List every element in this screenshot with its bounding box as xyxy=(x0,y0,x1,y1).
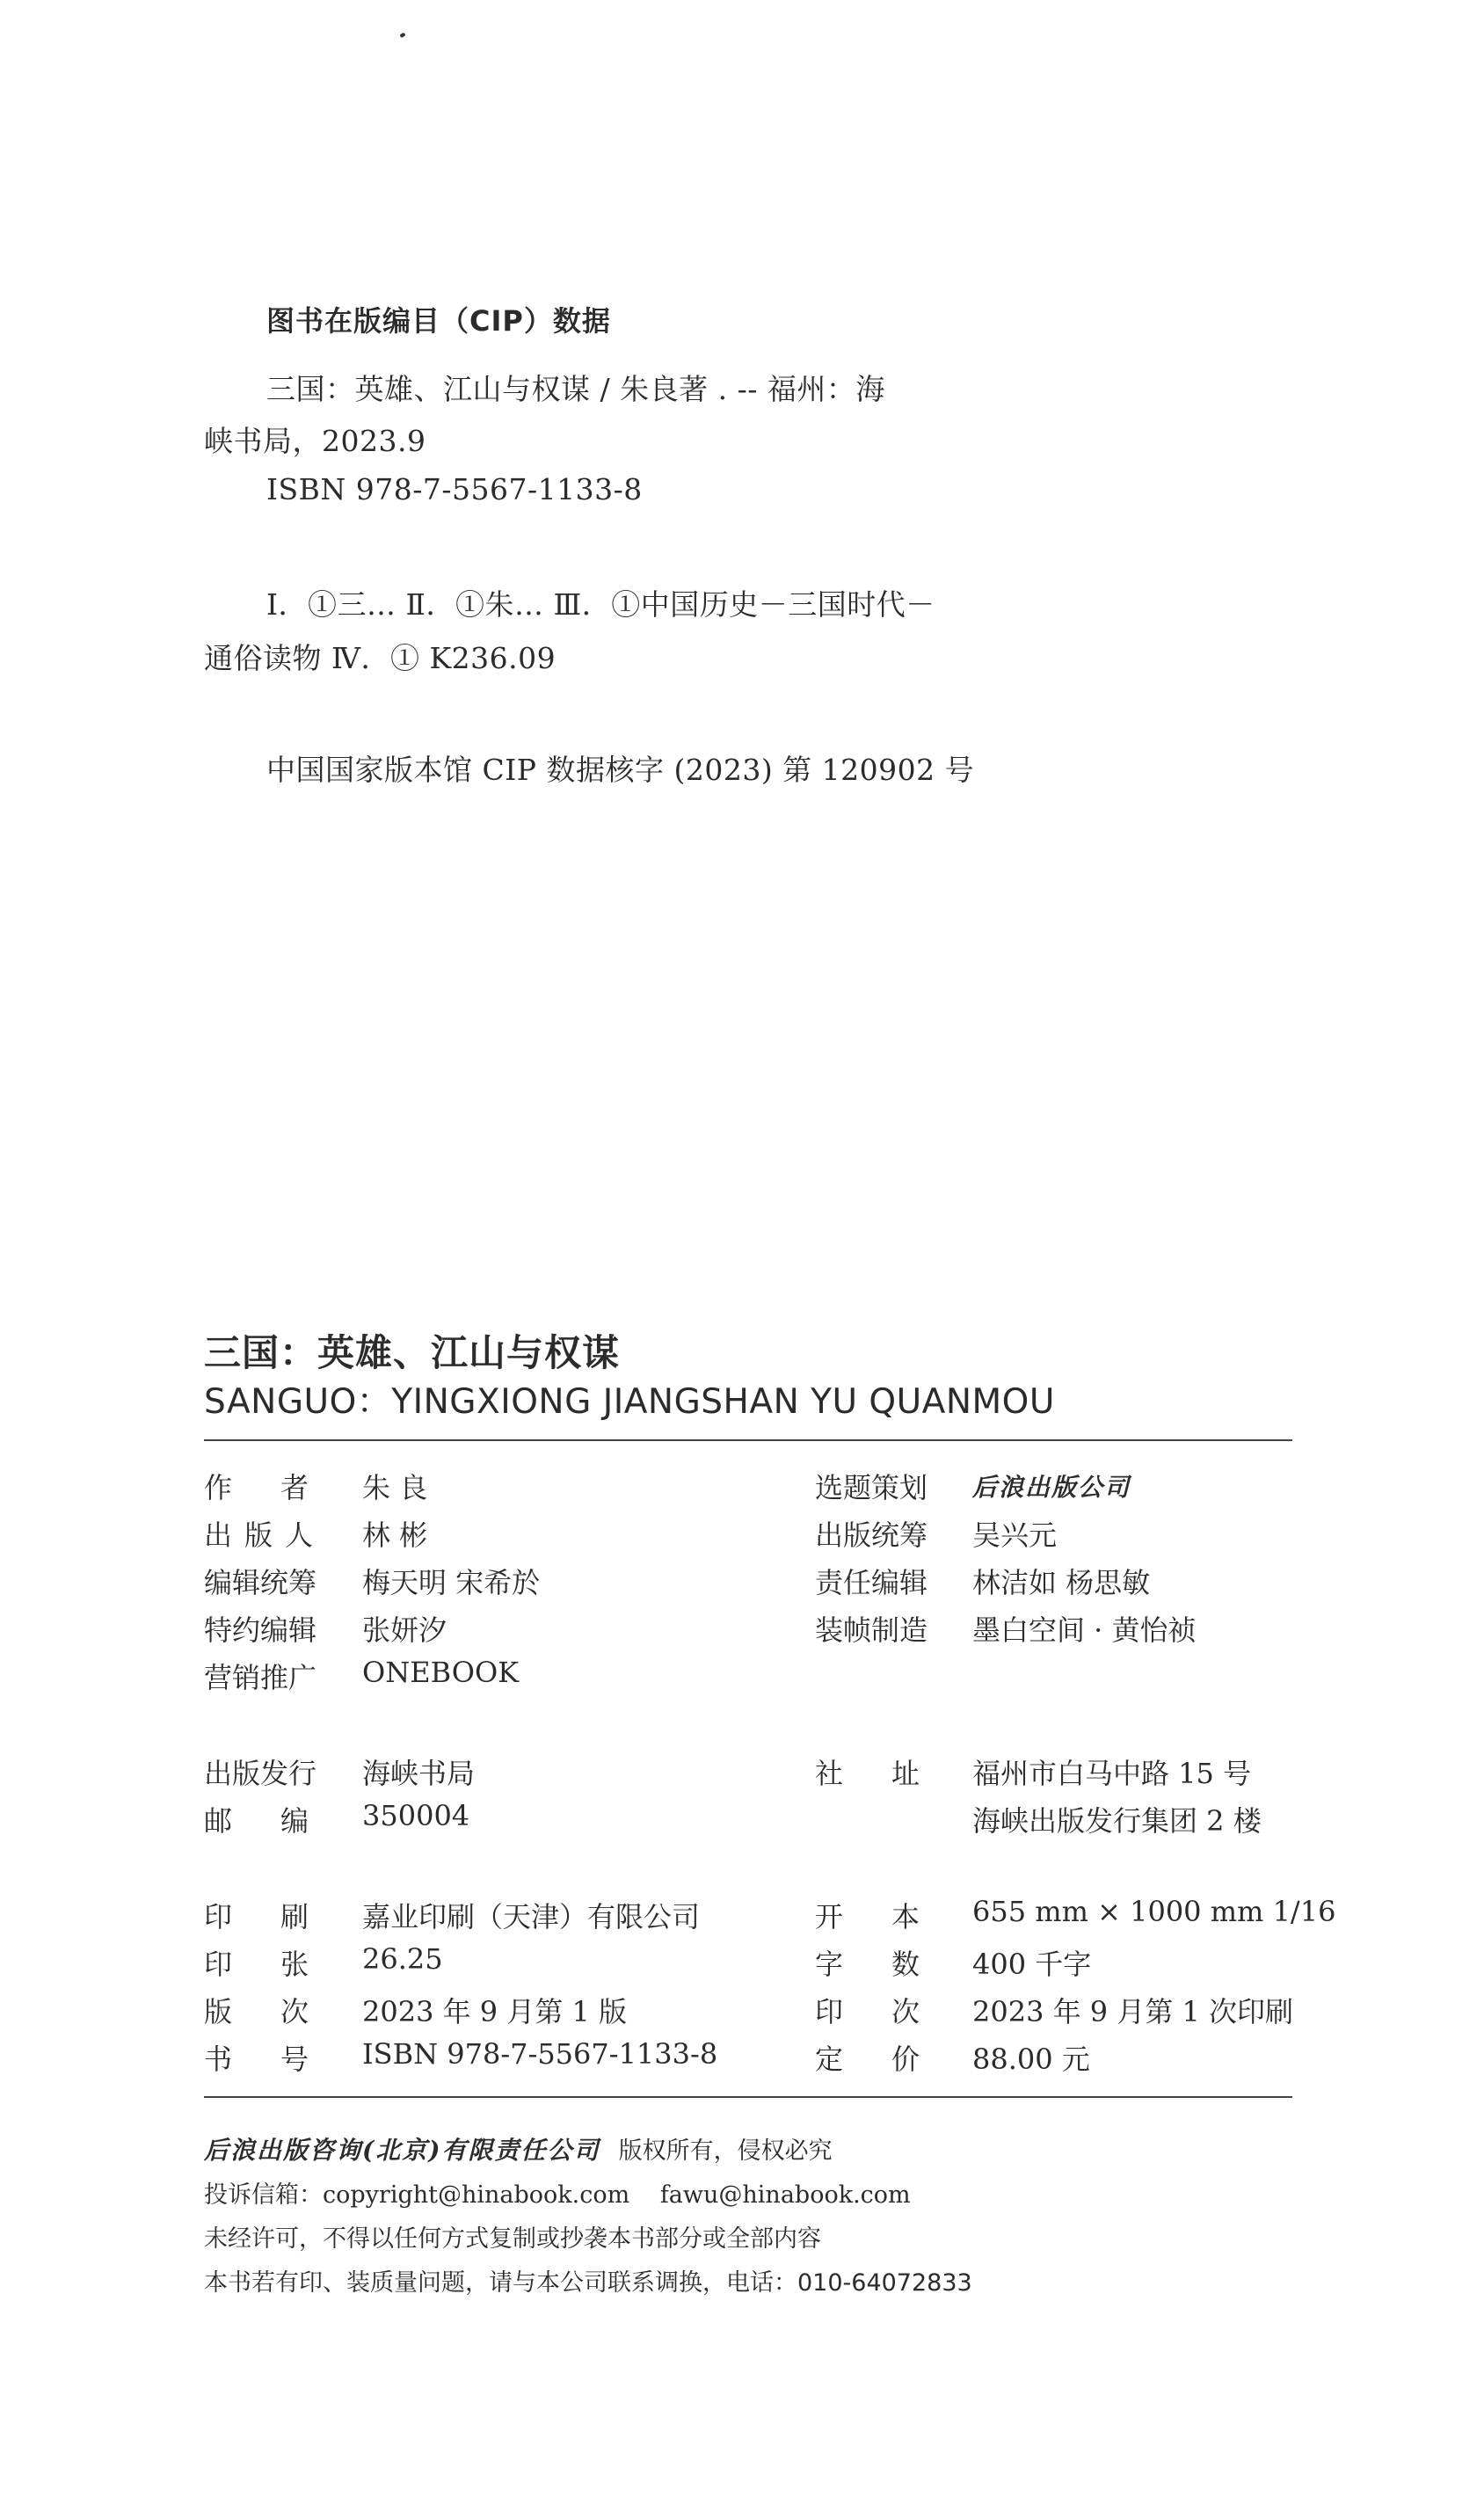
price-value: 88.00 元 xyxy=(972,2043,1090,2076)
top-divider xyxy=(204,1439,1292,1441)
edition-label: 版次 xyxy=(204,1995,358,2028)
isbn-value: ISBN 978-7-5567-1133-8 xyxy=(362,2037,718,2071)
impression-label: 印次 xyxy=(815,1995,969,2028)
planning-value: 后浪出版公司 xyxy=(972,1473,1131,1502)
editorial-coordinator-label: 编辑统筹 xyxy=(204,1566,317,1599)
design-production-label: 装帧制造 xyxy=(815,1613,928,1647)
postcode-label: 邮编 xyxy=(204,1804,358,1838)
cip-title: 图书在版编目（CIP）数据 xyxy=(266,304,611,338)
author-value: 朱 良 xyxy=(362,1471,428,1504)
impression-value: 2023 年 9 月第 1 次印刷 xyxy=(972,1995,1294,2028)
editorial-coordinator-value: 梅天明 宋希於 xyxy=(362,1566,541,1599)
cip-verification: 中国国家版本馆 CIP 数据核字 (2023) 第 120902 号 xyxy=(266,753,975,787)
publishing-coordinator-value: 吴兴元 xyxy=(972,1518,1058,1552)
copyright-email: copyright@hinabook.com xyxy=(323,2181,630,2209)
responsible-editor-value: 林洁如 杨思敏 xyxy=(972,1566,1151,1599)
postcode-value: 350004 xyxy=(362,1799,470,1832)
rights-notice-row xyxy=(204,2131,833,2166)
marketing-value: ONEBOOK xyxy=(362,1656,520,1689)
no-copy-notice: 未经许可，不得以任何方式复制或抄袭本书部分或全部内容 xyxy=(204,2225,821,2253)
author-label: 作者 xyxy=(204,1471,358,1504)
cip-isbn: ISBN 978-7-5567-1133-8 xyxy=(266,472,643,506)
cip-line-2: 峡书局，2023.9 xyxy=(204,424,426,458)
contract-editor-label: 特约编辑 xyxy=(204,1613,317,1647)
paper-speck xyxy=(399,33,405,38)
sheets-value: 26.25 xyxy=(362,1942,443,1976)
format-label: 开本 xyxy=(815,1900,969,1933)
address-label: 社址 xyxy=(815,1757,969,1790)
rights-reserved: 版权所有，侵权必究 xyxy=(618,2137,833,2165)
printer-value: 嘉业印刷（天津）有限公司 xyxy=(362,1900,701,1933)
planning-label: 选题策划 xyxy=(815,1471,928,1504)
complaint-email-row xyxy=(204,2175,911,2210)
printer-label: 印刷 xyxy=(204,1900,358,1933)
book-title-chinese: 三国：英雄、江山与权谋 xyxy=(204,1331,621,1374)
price-label: 定价 xyxy=(815,2043,969,2076)
book-title-pinyin: SANGUO：YINGXIONG JIANGSHAN YU QUANMOU xyxy=(204,1382,1055,1422)
word-count-value: 400 千字 xyxy=(972,1948,1092,1981)
cip-classification-2: 通俗读物 Ⅳ．① K236.09 xyxy=(204,641,556,675)
cip-line-1: 三国：英雄、江山与权谋 / 朱良著 . -- 福州：海 xyxy=(266,372,885,406)
marketing-label: 营销推广 xyxy=(204,1661,317,1694)
legal-email: fawu@hinabook.com xyxy=(659,2181,911,2209)
address-line-2: 海峡出版发行集团 2 楼 xyxy=(972,1804,1262,1838)
address-line-1: 福州市白马中路 15 号 xyxy=(972,1757,1252,1790)
quality-notice: 本书若有印、装质量问题，请与本公司联系调换，电话：010-64072833 xyxy=(204,2269,972,2297)
cip-classification-1: Ⅰ．①三… Ⅱ．①朱… Ⅲ．①中国历史－三国时代－ xyxy=(266,587,935,622)
publisher-person-label: 出版人 xyxy=(204,1518,326,1552)
design-production-value: 墨白空间 · 黄怡祯 xyxy=(972,1613,1197,1647)
isbn-label: 书号 xyxy=(204,2043,358,2076)
responsible-editor-label: 责任编辑 xyxy=(815,1566,928,1599)
company-name: 后浪出版咨询(北京)有限责任公司 xyxy=(204,2136,600,2165)
publishing-coordinator-label: 出版统筹 xyxy=(815,1518,928,1552)
format-value: 655 mm × 1000 mm 1/16 xyxy=(972,1895,1336,1928)
contract-editor-value: 张妍汐 xyxy=(362,1613,447,1647)
complaint-label: 投诉信箱： xyxy=(204,2181,323,2209)
publisher-value: 海峡书局 xyxy=(362,1757,476,1790)
sheets-label: 印张 xyxy=(204,1948,358,1981)
bottom-divider xyxy=(204,2096,1292,2098)
publisher-person-value: 林 彬 xyxy=(362,1518,428,1552)
edition-value: 2023 年 9 月第 1 版 xyxy=(362,1995,628,2028)
publisher-label: 出版发行 xyxy=(204,1757,317,1790)
word-count-label: 字数 xyxy=(815,1948,969,1981)
